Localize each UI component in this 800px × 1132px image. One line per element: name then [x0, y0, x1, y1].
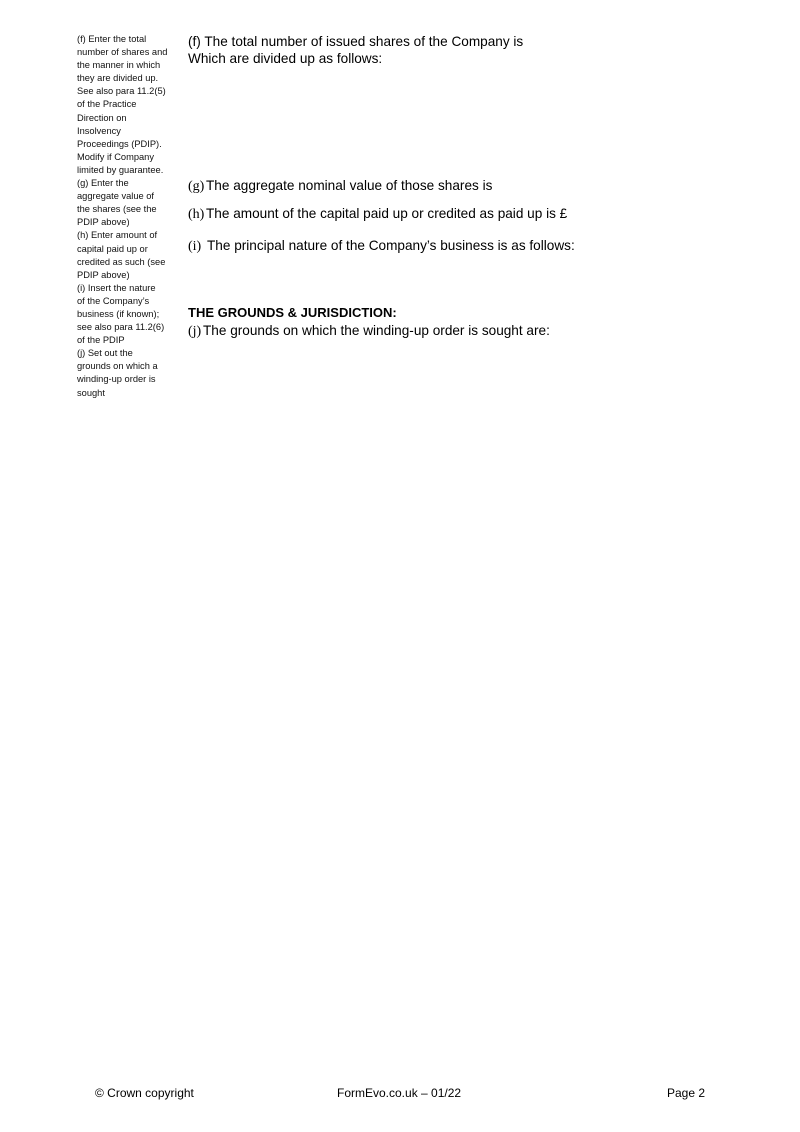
paragraph-i-label: (i): [188, 239, 202, 254]
paragraph-i-business-nature: [188, 237, 768, 255]
paragraph-h-label: (h): [188, 207, 205, 222]
paragraph-g-label: (g): [188, 179, 205, 194]
paragraph-i-text: The principal nature of the Company’s business is as follows:: [207, 238, 575, 253]
footer-copyright: © Crown copyright: [95, 1086, 194, 1100]
footer-source: FormEvo.co.uk – 01/22: [337, 1086, 462, 1100]
paragraph-h-capital-paid-up: [188, 205, 768, 223]
paragraph-j-text: The grounds on which the winding-up order is sought are:: [203, 323, 550, 338]
paragraph-g-nominal-value: [188, 177, 768, 195]
margin-guidance-notes: (f) Enter the total number of shares and the manner in which they are divided up. See also para 11.2(5) of the Practice Direction on Insolvency Proceedings (PDIP). Modify if Company limited by guarantee. (g) Enter the aggregate value of the shares (see the PDIP above) (h) Enter amount of capital paid up or credited as such (see PDIP above) (i) Insert the nature of the Company’s business (if known); see also para 11.2(6) of the PDIP (j) Set out the grounds on which a winding-up order is sought: [77, 34, 168, 398]
paragraph-f-line-1: (f) The total number of issued shares of the Company is: [188, 34, 524, 49]
grounds-jurisdiction-heading: THE GROUNDS & JURISDICTION:: [188, 305, 397, 320]
paragraph-j-label: (j): [188, 324, 202, 339]
footer-page-number: Page 2: [667, 1086, 706, 1100]
paragraph-j-grounds: [188, 322, 768, 340]
paragraph-f-issued-shares: [188, 33, 768, 67]
paragraph-h-text: The amount of the capital paid up or credited as paid up is £: [206, 206, 568, 221]
paragraph-g-text: The aggregate nominal value of those shares is: [206, 178, 493, 193]
paragraph-f-line-2: Which are divided up as follows:: [188, 51, 383, 66]
